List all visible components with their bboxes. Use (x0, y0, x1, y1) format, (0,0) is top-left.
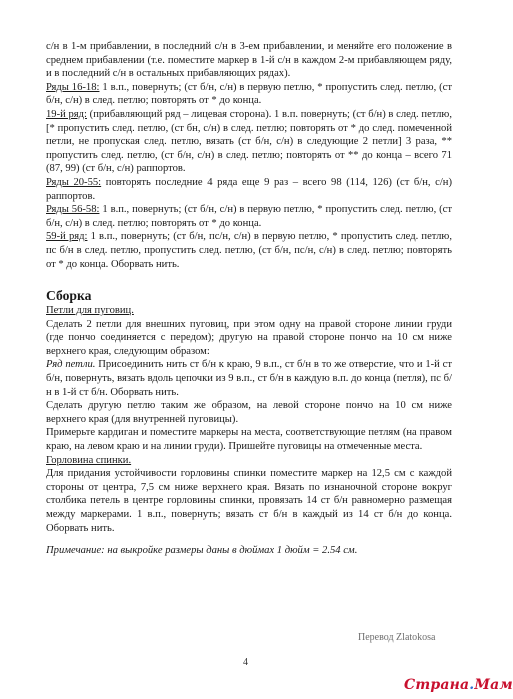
paragraph-row-19 (46, 108, 452, 176)
paragraph-buttonhole-row (46, 358, 452, 399)
row-text-56-58: 1 в.п., повернуть; (ст б/н, с/н) в первую петлю, * пропустить след. петлю, (ст б/н, с/н) в след. петлю; повторять от * до конца. (46, 204, 452, 229)
spacer (46, 535, 452, 544)
row-label-59: 59-й ряд: (46, 231, 88, 243)
watermark-brand: Страна (404, 677, 470, 693)
row-label-20-55: Ряды 20-55: (46, 176, 102, 188)
section-heading-assembly: Сборка (46, 288, 92, 304)
row-text-20-55: повторять последние 4 ряда еще 9 раз – всего 98 (114, 126) (ст б/н, с/н) раппортов. (46, 176, 452, 202)
note: Примечание: на выкройке размеры даны в дюймах 1 дюйм = 2.54 см. (46, 545, 358, 557)
page-number: 4 (243, 657, 248, 668)
watermark-dot: . (469, 677, 475, 693)
row-text-59: 1 в.п., повернуть; (ст б/н, пс/н, с/н) в первую петлю, * пропустить след. петлю, пс б/н в след. петлю, пропустить след. петлю, (ст б/н, пс/н, с/н) в след. петлю; повторять от * до конца. Оборвать нить. (46, 231, 452, 270)
buttonhole-row-label: Ряд петли. (46, 359, 96, 371)
watermark-logo (404, 677, 513, 693)
watermark-brand-2: Мам (474, 677, 513, 693)
paragraph-back-neck: Для придания устойчивости горловины спинки поместите маркер на 12,5 см с каждой стороны от центра, 7,5 см ниже верхнего края. Вязать по изнаночной стороне вокруг столбика петель в центре горловины спинки, провязать 14 ст б/н равномерно размещая между маркерами. 1 в.п., повернуть; вязать ст б/н в каждый из 14 ст б/н до конца. Оборвать нить. (46, 468, 452, 534)
paragraph-try-on: Примерьте кардиган и поместите маркеры на места, соответствующие петлям (на правом краю, на левом краю и на линии груди). Пришейте пуговицы на отмеченные места. (46, 427, 452, 453)
buttonhole-row-text: Присоединить нить ст б/н к краю, 9 в.п., ст б/н в то же отверстие, что и 1-й ст б/н, повернуть, вязать вдоль цепочки из 9 в.п., ст б/н в каждую в.п. до конца (петля), пс б/н в 1-й ст б/н. Оборвать нить. (46, 359, 452, 398)
paragraph-rows-56-58 (46, 203, 452, 230)
paragraph-rows-16-18 (46, 81, 452, 108)
paragraph-rows-20-55 (46, 176, 452, 203)
row-label-16-18: Ряды 16-18: (46, 81, 100, 93)
subheading-back-neck: Горловина спинки. (46, 454, 132, 466)
translator-credit: Перевод Zlatokosa (358, 632, 436, 643)
paragraph-second-buttonhole: Сделать другую петлю таким же образом, на левой стороне пончо на 10 см ниже верхнего края (для внутренней пуговицы). (46, 400, 452, 425)
row-text-16-18: 1 в.п., повернуть; (ст б/н, с/н) в первую петлю, * пропустить след. петлю, (ст б/н, с/н) в след. петлю; повторять от * до конца. (46, 81, 452, 107)
row-text-19: (прибавляющий ряд – лицевая сторона). 1 в.п. повернуть; (ст б/н) в след. петлю, [* пропустить след. петлю, (ст бн, с/н) в след. петлю; повторять от * до след. помеченной петли, не пропуская след. петлю, вязать (ст б/н, с/н) в следующие 2 петли] 3 раза, ** пропустить след. петлю, (ст б/н, с/н) в след. петлю; повторять от ** до конца – всего 71 (87, 99) (ст б/н, с/н) раппортов. (46, 108, 452, 175)
paragraph-buttonholes-intro: Сделать 2 петли для внешних пуговиц, при этом одну на правой стороне линии груди (где пончо соединяется с передом); другую на правой стороне пончо на 10 см ниже верхнего края, следующим образом: (46, 318, 452, 357)
paragraph-increase-position: с/н в 1-м прибавлении, в последний с/н в 3-ем прибавлении, и меняйте его положение в среднем прибавлении (т.е. поместите маркер в 1-й с/н в каждом 2-м прибавляющем ряду, и в последний с/н в остальных прибавляющих рядах). (46, 41, 452, 80)
spacer (46, 271, 452, 287)
paragraph-row-59 (46, 230, 452, 271)
row-label-19: 19-й ряд: (46, 108, 87, 120)
document-body (46, 40, 452, 558)
subheading-buttonholes: Петли для пуговиц. (46, 305, 134, 317)
row-label-56-58: Ряды 56-58: (46, 204, 100, 216)
